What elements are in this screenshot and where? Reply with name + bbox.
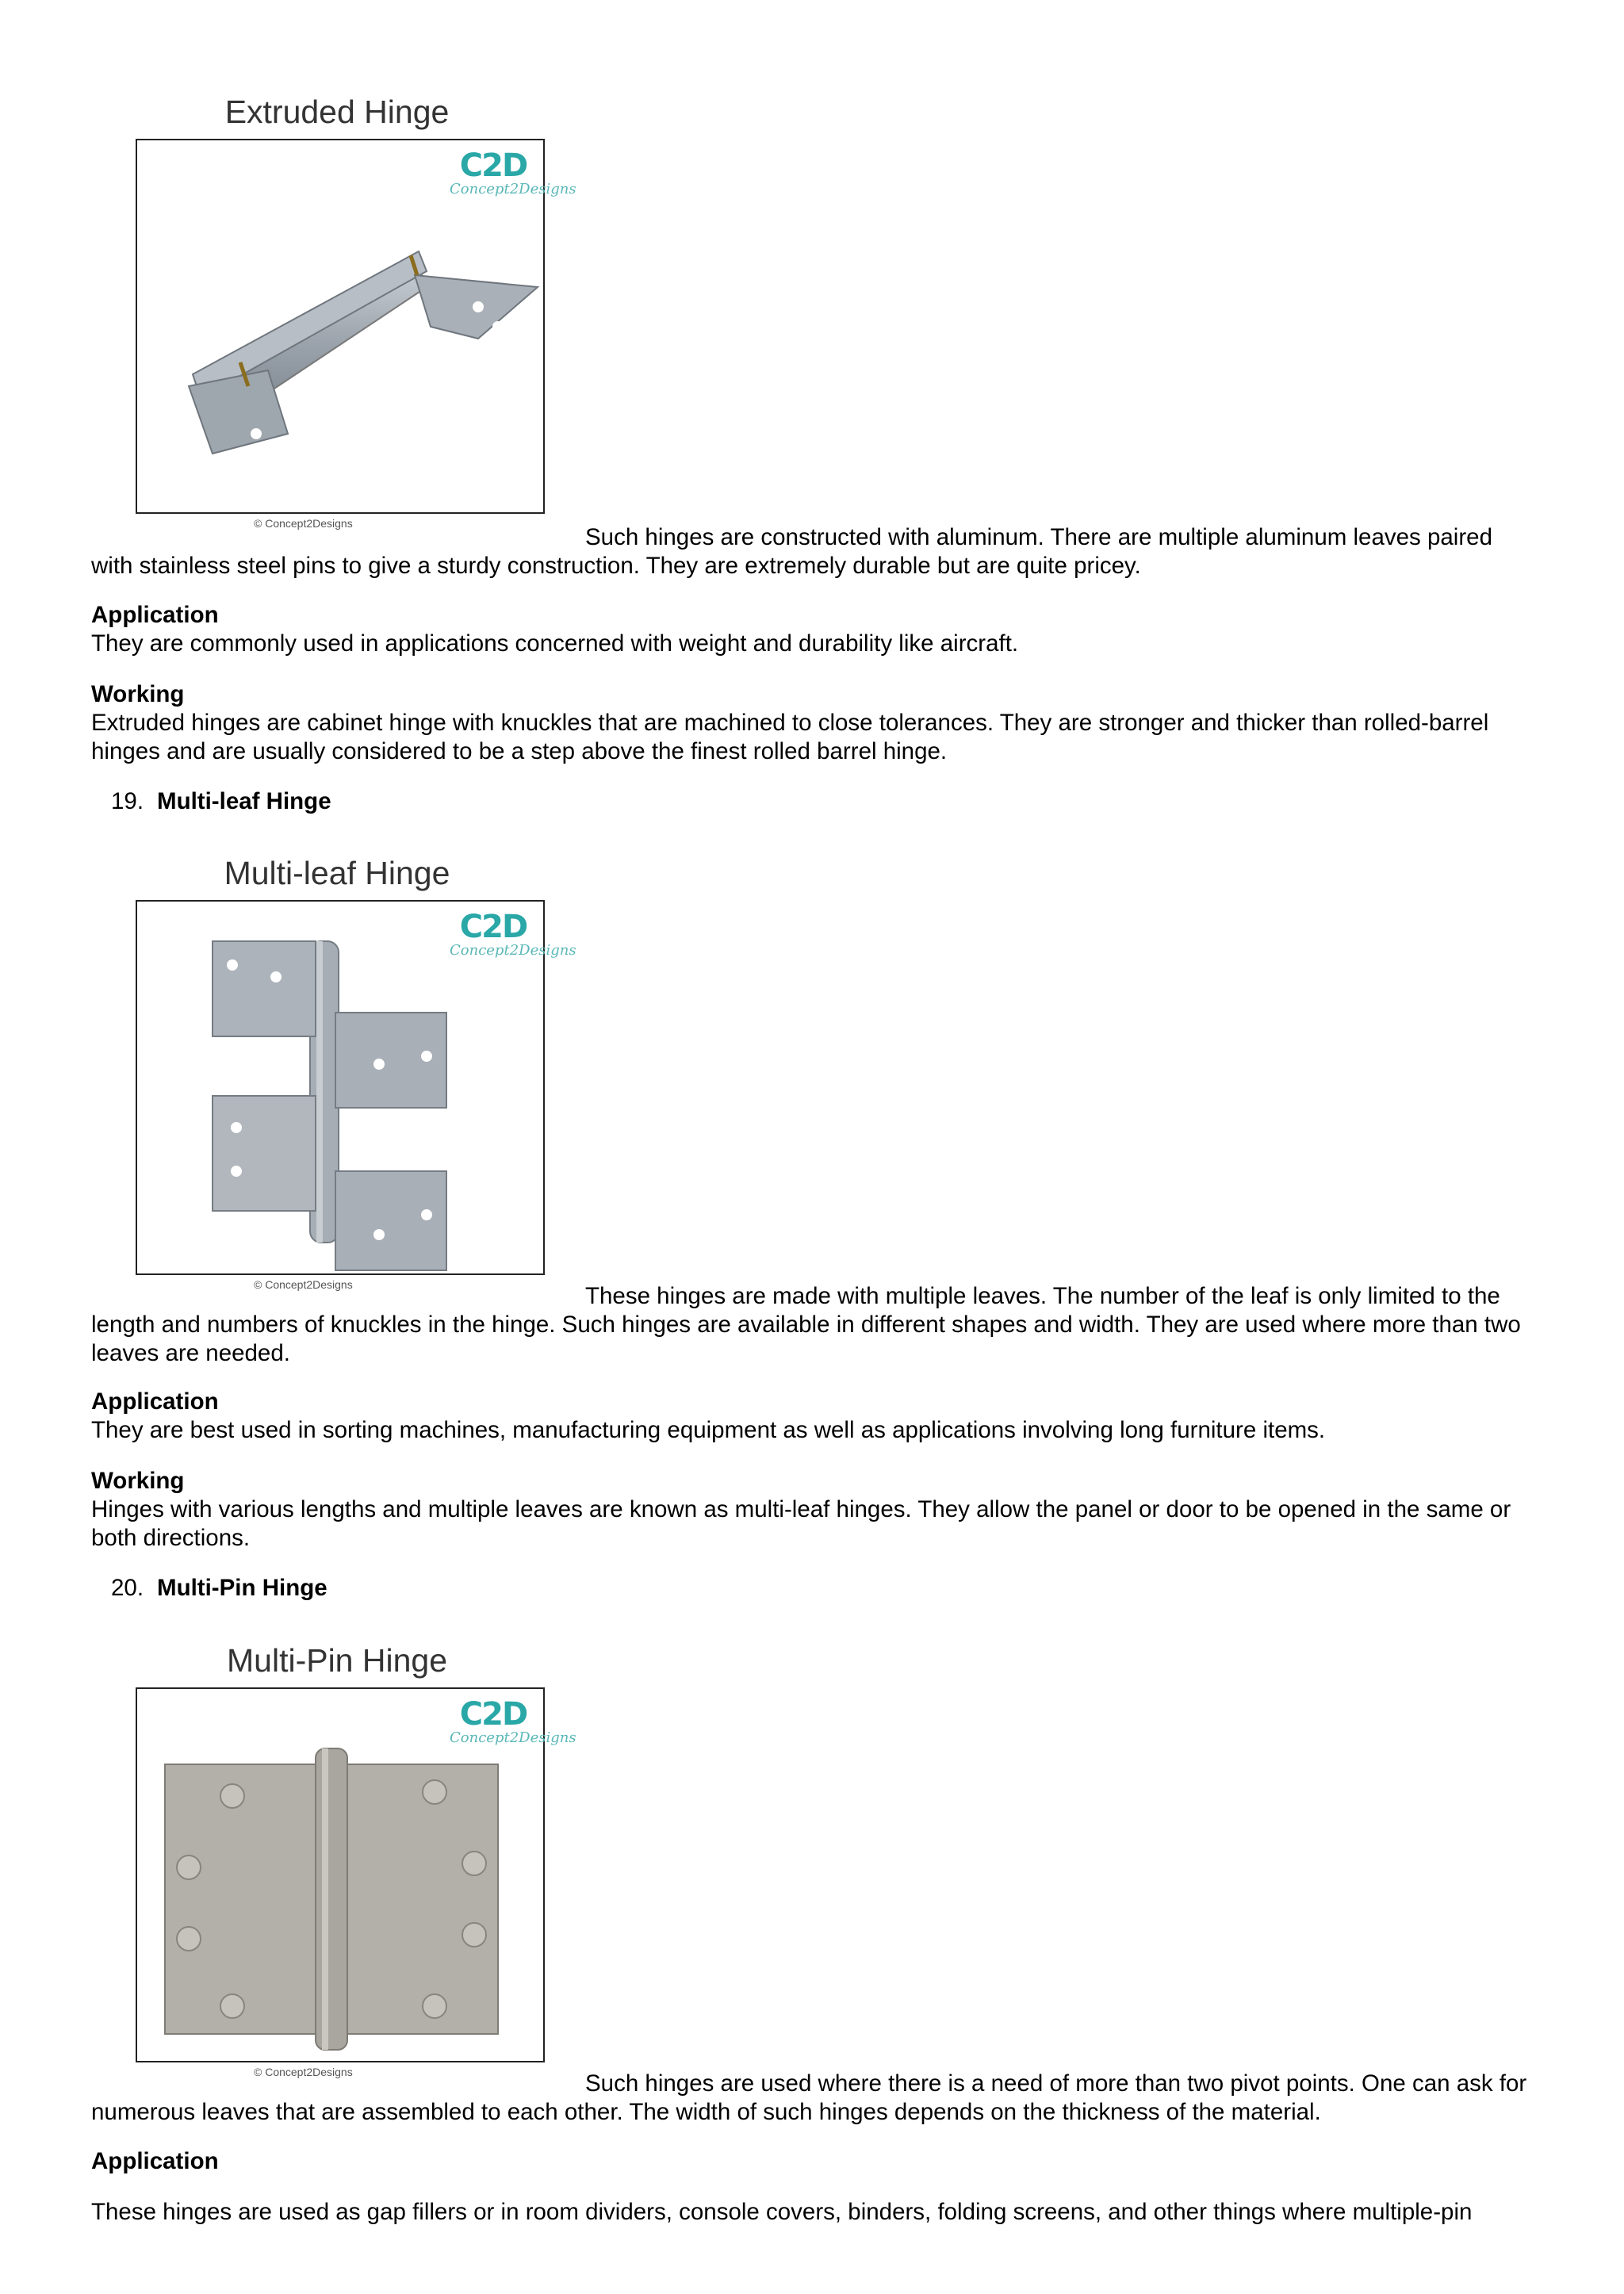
multipin-application-text: These hinges are used as gap fillers or in room dividers, console covers, binders, folding screens, and other things where multiple-pin bbox=[91, 2199, 1473, 2225]
multileaf-working-heading: Working bbox=[91, 1468, 185, 1494]
multileaf-intro: These hinges are made with multiple leaves. The number of the leaf is only limited to the length and numbers of knuckles in the hinge. Such hinges are available in different shapes and width. They are used where more than two leaves are needed. bbox=[91, 1283, 1521, 1366]
figure-title: Extruded Hinge bbox=[224, 94, 450, 130]
figure-credit: © Concept2Designs bbox=[254, 1278, 353, 1291]
c2d-logo: C2D Concept2Designs bbox=[450, 147, 576, 197]
multileaf-application-text: They are best used in sorting machines, manufacturing equipment as well as applications involving long furniture items. bbox=[91, 1417, 1326, 1443]
multileaf-hinge-figure bbox=[131, 848, 576, 1304]
list-item-multileaf: 19. Multi-leaf Hinge bbox=[111, 788, 331, 814]
figure-title: Multi-leaf Hinge bbox=[224, 855, 450, 891]
multipin-intro: Such hinges are used where there is a need of more than two pivot points. One can ask for numerous leaves that are assembled to each other. The width of such hinges depends on the thickness of the material. bbox=[91, 2070, 1527, 2125]
multipin-hinge-image bbox=[136, 1687, 576, 2062]
extruded-application-text: They are commonly used in applications concerned with weight and durability like aircraft. bbox=[91, 630, 1019, 657]
multileaf-hinge-image bbox=[136, 900, 576, 1275]
figure-title: Multi-Pin Hinge bbox=[227, 1642, 447, 1679]
extruded-application-heading: Application bbox=[91, 602, 219, 628]
multileaf-application-heading: Application bbox=[91, 1388, 219, 1415]
multileaf-working-text: Hinges with various lengths and multiple leaves are known as multi-leaf hinges. They allow the panel or door to be opened in the same or both directions. bbox=[91, 1496, 1511, 1551]
extruded-hinge-figure bbox=[131, 87, 576, 543]
c2d-logo: C2D Concept2Designs bbox=[450, 909, 576, 959]
figure-credit: © Concept2Designs bbox=[254, 517, 353, 530]
extruded-intro: Such hinges are constructed with aluminum. There are multiple aluminum leaves paired with stainless steel pins to give a sturdy construction. They are extremely durable but are quite pricey. bbox=[91, 524, 1492, 579]
multipin-hinge-figure bbox=[131, 1636, 576, 2092]
extruded-hinge-image bbox=[136, 139, 576, 514]
list-item-multipin: 20. Multi-Pin Hinge bbox=[111, 1575, 327, 1601]
extruded-working-heading: Working bbox=[91, 681, 185, 707]
multipin-application-heading: Application bbox=[91, 2148, 219, 2174]
figure-credit: © Concept2Designs bbox=[254, 2066, 353, 2078]
extruded-working-text: Extruded hinges are cabinet hinge with knuckles that are machined to close tolerances. They are stronger and thicker than rolled-barrel hinges and are usually considered to be a step above the finest rolled barrel hinge. bbox=[91, 710, 1489, 764]
c2d-logo: C2D Concept2Designs bbox=[450, 1696, 576, 1746]
